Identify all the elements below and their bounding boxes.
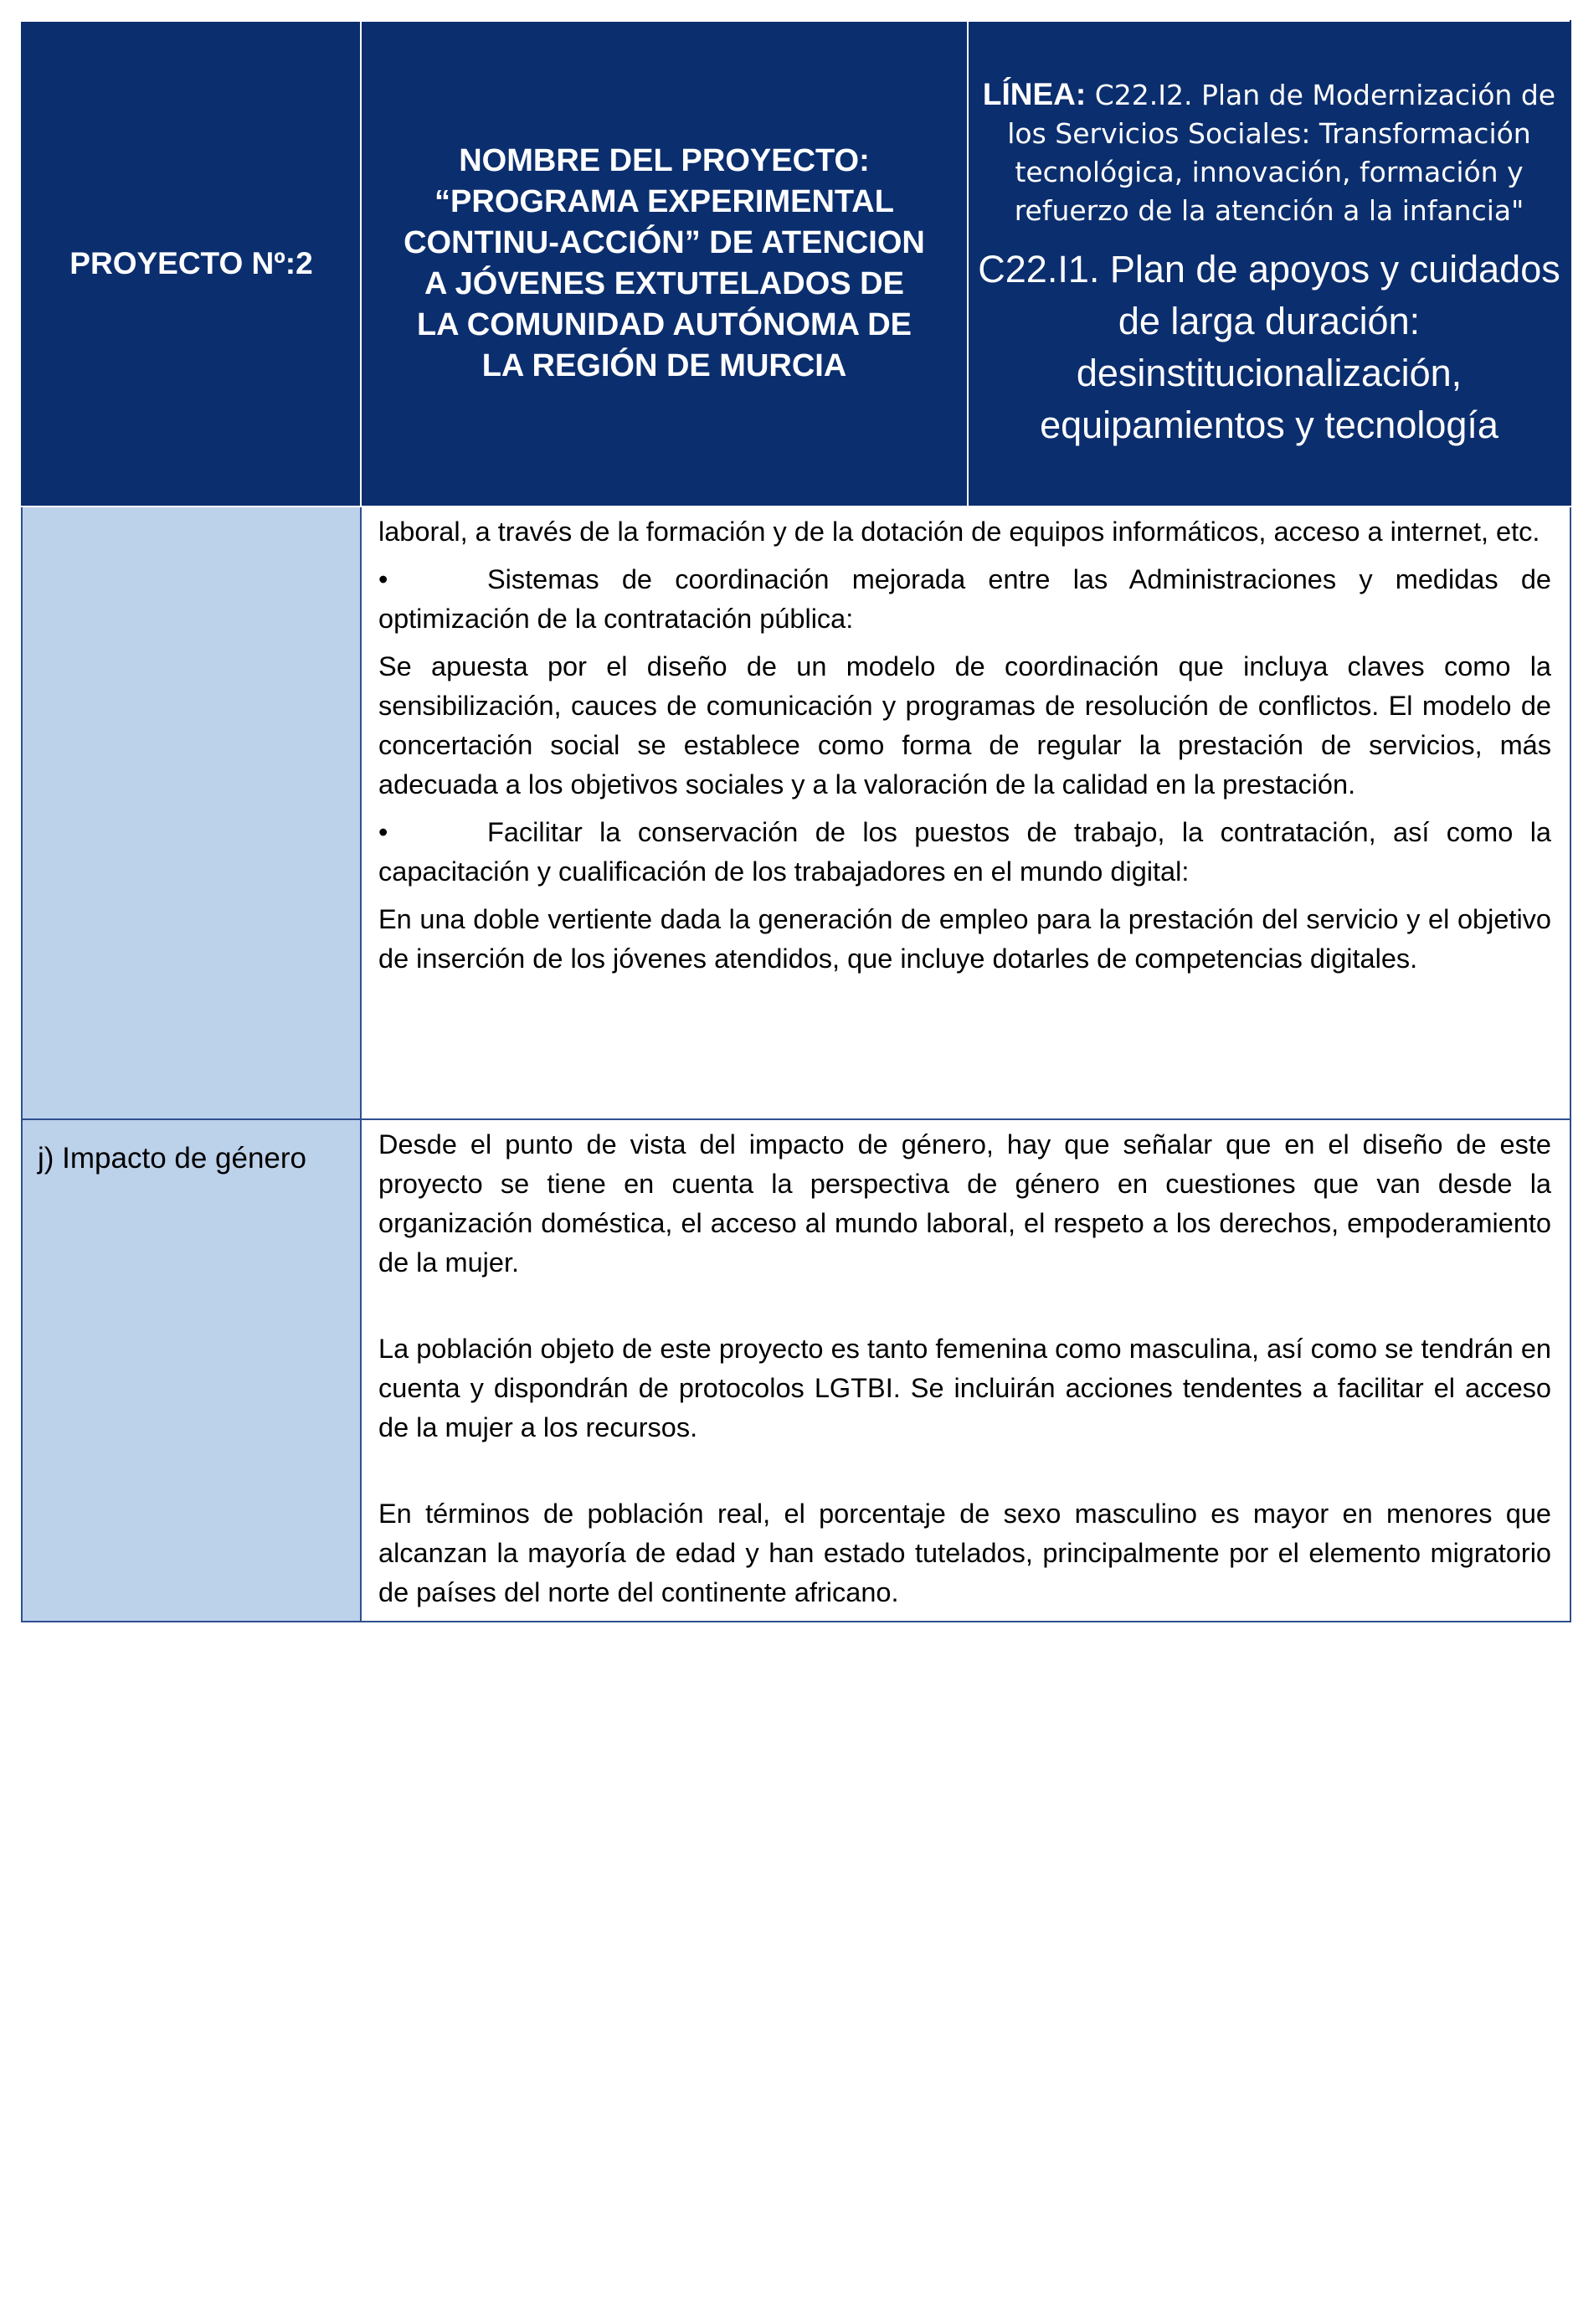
spacer [378, 1291, 1551, 1329]
continuation-content-cell [361, 506, 1570, 1119]
project-number: PROYECTO Nº:2 [69, 246, 313, 280]
gender-impact-content-cell [361, 1119, 1570, 1622]
project-name-line: LA REGIÓN DE MURCIA [481, 348, 847, 383]
linea-label: LÍNEA: [982, 76, 1087, 111]
project-name-line: “PROGRAMA EXPERIMENTAL [434, 184, 894, 219]
project-name-line: A JÓVENES EXTUTELADOS DE [424, 266, 904, 301]
header-row [22, 21, 1570, 506]
paragraph: Se apuesta por el diseño de un modelo de coordinación que incluya claves como la sensibilización, cauces de comunicación y programas de resolución de conflictos. El modelo de concertación social se establece como forma de regular la prestación de servicios, más adecuada a los objetivos sociales y a la valoración de la calidad en la prestación. [378, 651, 1551, 800]
bullet-glyph: • [378, 564, 388, 594]
paragraph: La población objeto de este proyecto es tanto femenina como masculina, así como se tendrán en cuenta y dispondrán de protocolos LGTBI. Se incluirán acciones tendentes a facilitar el acceso de la mujer a los recursos. [378, 1334, 1551, 1442]
bullet-glyph: • [378, 817, 388, 847]
bullet-item [378, 560, 1551, 639]
spacer [378, 1456, 1551, 1494]
project-name-line: NOMBRE DEL PROYECTO: [459, 143, 870, 178]
project-name-line: LA COMUNIDAD AUTÓNOMA DE [416, 307, 912, 342]
c22-i1-text: C22.I1. Plan de apoyos y cuidados de larga duración: desinstitucionalización, equipamientos y tecnología [978, 247, 1560, 446]
continuation-label [23, 507, 360, 529]
paragraph: En una doble vertiente dada la generación de empleo para la prestación del servicio y el objetivo de inserción de los jóvenes atendidos, que incluye dotarles de competencias digitales. [378, 904, 1551, 974]
bullet-text: Sistemas de coordinación mejorada entre las Administraciones y medidas de optimización de la contratación pública: [378, 564, 1551, 634]
continuation-row [22, 506, 1570, 1119]
bullet-text: Facilitar la conservación de los puestos de trabajo, la contratación, así como la capacitación y cualificación de los trabajadores en el mundo digital: [378, 817, 1551, 887]
project-table [21, 20, 1571, 1622]
linea-cell [968, 21, 1570, 506]
bullet-item [378, 813, 1551, 892]
project-name-cell [361, 21, 968, 506]
paragraph: Desde el punto de vista del impacto de género, hay que señalar que en el diseño de este proyecto se tiene en cuenta la perspectiva de género en cuestiones que van desde la organización doméstica, el acceso al mundo laboral, el respeto a los derechos, empoderamiento de la mujer. [378, 1129, 1551, 1278]
gender-impact-row [22, 1119, 1570, 1622]
paragraph: En términos de población real, el porcentaje de sexo masculino es mayor en menores que alcanzan la mayoría de edad y han estado tutelados, principalmente por el elemento migratorio de países del norte del continente africano. [378, 1499, 1551, 1607]
continuation-label-cell [22, 506, 361, 1119]
gender-impact-label: j) Impacto de género [38, 1142, 307, 1175]
project-number-cell [22, 21, 361, 506]
gender-impact-label-cell [22, 1119, 361, 1622]
linea-description [969, 69, 1570, 230]
paragraph: laboral, a través de la formación y de la dotación de equipos informáticos, acceso a internet, etc. [378, 517, 1540, 547]
linea-text: C22.I2. Plan de Modernización de los Servicios Sociales: Transformación tecnológica, innovación, formación y refuerzo de la atención a la infancia" [1007, 78, 1556, 227]
project-name-line: CONTINU-ACCIÓN” DE ATENCION [404, 225, 925, 260]
project-name [362, 141, 967, 387]
